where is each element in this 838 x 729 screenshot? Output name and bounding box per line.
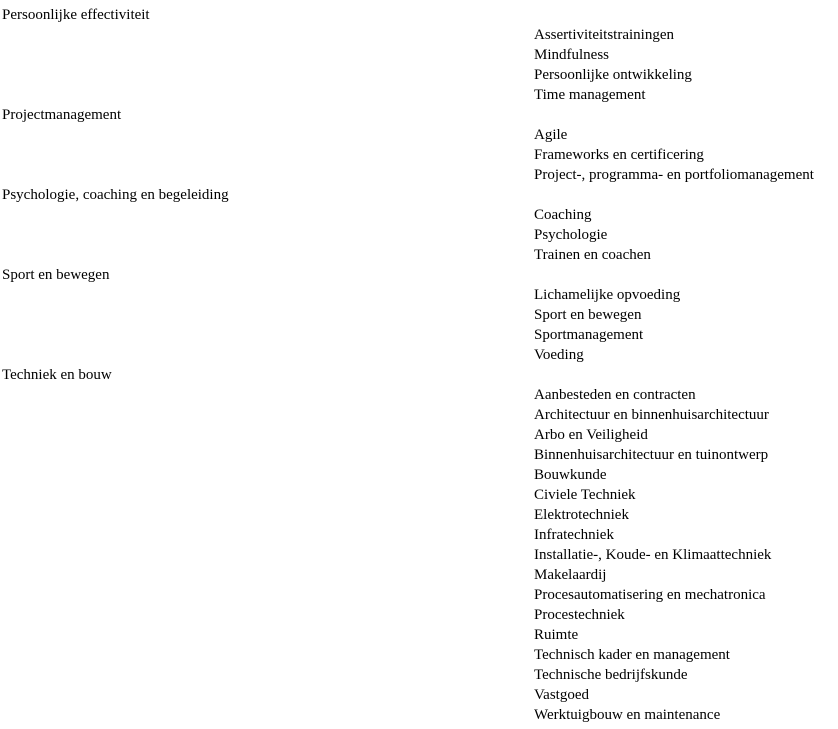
subject-label: Procesautomatisering en mechatronica bbox=[534, 587, 766, 603]
subject-label: Infratechniek bbox=[534, 527, 614, 543]
subject-label: Voeding bbox=[534, 347, 584, 363]
category-label: Projectmanagement bbox=[2, 107, 122, 123]
subject-label: Project-, programma- en portfoliomanagement bbox=[534, 167, 814, 183]
category-label: Psychologie, coaching en begeleiding bbox=[2, 187, 229, 203]
subject-label: Persoonlijke ontwikkeling bbox=[534, 67, 692, 83]
subject-label: Mindfulness bbox=[534, 47, 609, 63]
subject-label: Sport en bewegen bbox=[534, 307, 642, 323]
subject-label: Trainen en coachen bbox=[534, 247, 651, 263]
subject-label: Technisch kader en management bbox=[534, 647, 730, 663]
subject-label: Installatie-, Koude- en Klimaattechniek bbox=[534, 547, 772, 563]
subject-label: Lichamelijke opvoeding bbox=[534, 287, 681, 303]
subject-label: Vastgoed bbox=[534, 687, 589, 703]
category-label: Sport en bewegen bbox=[2, 267, 110, 283]
subject-label: Bouwkunde bbox=[534, 467, 607, 483]
subject-label: Arbo en Veiligheid bbox=[534, 427, 648, 443]
subject-label: Frameworks en certificering bbox=[534, 147, 704, 163]
subject-label: Aanbesteden en contracten bbox=[534, 387, 696, 403]
category-label: Persoonlijke effectiviteit bbox=[2, 7, 150, 23]
subject-label: Coaching bbox=[534, 207, 592, 223]
subject-label: Agile bbox=[534, 127, 568, 143]
subject-label: Elektrotechniek bbox=[534, 507, 629, 523]
subject-label: Psychologie bbox=[534, 227, 608, 243]
subject-label: Makelaardij bbox=[534, 567, 607, 583]
subject-label: Procestechniek bbox=[534, 607, 625, 623]
subject-label: Binnenhuisarchitectuur en tuinontwerp bbox=[534, 447, 769, 463]
category-label: Techniek en bouw bbox=[2, 367, 112, 383]
subject-label: Ruimte bbox=[534, 627, 579, 643]
subject-label: Civiele Techniek bbox=[534, 487, 636, 503]
subject-label: Werktuigbouw en maintenance bbox=[534, 707, 721, 723]
subject-label: Architectuur en binnenhuisarchitectuur bbox=[534, 407, 769, 423]
subject-label: Time management bbox=[534, 87, 646, 103]
subject-label: Technische bedrijfskunde bbox=[534, 667, 688, 683]
subject-label: Assertiviteitstrainingen bbox=[534, 27, 674, 43]
subject-label: Sportmanagement bbox=[534, 327, 644, 343]
